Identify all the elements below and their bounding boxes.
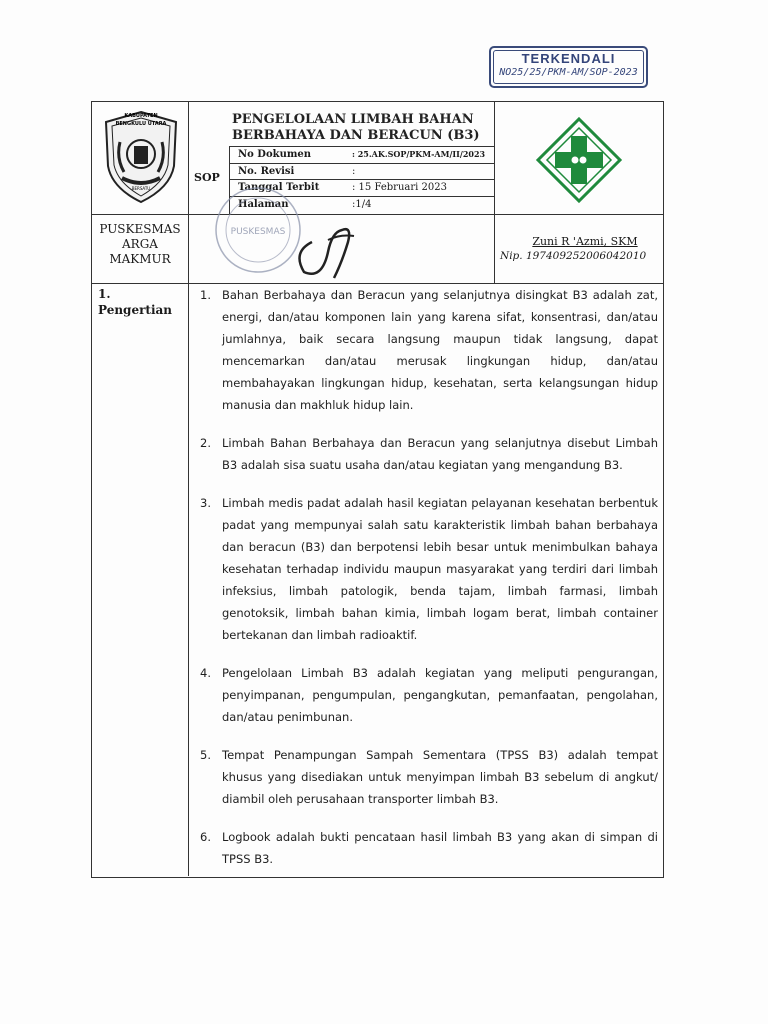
regency-logo	[98, 108, 184, 206]
list-item	[196, 826, 658, 870]
list-item	[196, 744, 658, 810]
document-title: PENGELOLAAN LIMBAH BAHAN BERBAHAYA DAN BERACUN (B3)	[232, 112, 480, 143]
info-value: :	[352, 166, 356, 177]
item-number: 5.	[200, 748, 211, 762]
list-item	[196, 492, 658, 646]
item-number: 6.	[200, 830, 211, 844]
item-text: Bahan Berbahaya dan Beracun yang selanjutnya disingkat B3 adalah zat, energi, dan/atau komponen lain yang karena sifat, konsentrasi, dan/atau jumlahnya, baik secara langsung maupun tidak langsung, dapat mencemarkan dan/atau merusak lingkungan hidup, dan/atau membahayakan lingkungan hidup, kesehatan, serta kelangsungan hidup manusia dan makhluk hidup lain.	[222, 288, 658, 412]
item-number: 3.	[200, 496, 211, 510]
item-number: 1.	[200, 288, 211, 302]
signer-name: Zuni R 'Azmi, SKM	[532, 235, 638, 248]
item-text: Logbook adalah bukti pencataan hasil limbah B3 yang akan di simpan di TPSS B3.	[222, 830, 658, 866]
organization-name: PUSKESMAS ARGA MAKMUR	[99, 222, 181, 266]
list-item	[196, 662, 658, 728]
list-item	[196, 432, 658, 476]
svg-text:KABUPATEN: KABUPATEN	[124, 113, 158, 119]
signature	[282, 212, 362, 282]
section-label: 1. Pengertian	[98, 287, 173, 317]
info-row-revision	[232, 166, 494, 179]
definition-list	[196, 284, 658, 886]
sop-body-table	[91, 284, 664, 878]
controlled-stamp	[489, 46, 648, 88]
item-text: Limbah Bahan Berbahaya dan Beracun yang selanjutnya disebut Limbah B3 adalah sisa suatu usaha dan/atau kegiatan yang mengandung B3.	[222, 436, 658, 472]
signer-nip: Nip. 197409252006042010	[500, 250, 647, 262]
info-key: Halaman	[238, 199, 289, 210]
puskesmas-cross-logo	[535, 116, 623, 204]
item-text: Tempat Penampungan Sampah Sementara (TPSS B3) adalah tempat khusus yang disediakan untuk menyimpan limbah B3 sebelum di angkut/ diambil oleh perusahaan transporter limbah B3.	[222, 748, 658, 806]
list-item	[196, 284, 658, 416]
sop-label: SOP	[194, 171, 220, 184]
item-text: Pengelolaan Limbah B3 adalah kegiatan yang meliputi pengurangan, penyimpanan, pengumpulan, pengangkutan, pemanfaatan, pengolahan, dan/atau penimbunan.	[222, 666, 658, 724]
item-number: 2.	[200, 436, 211, 450]
svg-text:BERSATU: BERSATU	[131, 186, 151, 191]
info-key: No Dokumen	[238, 149, 312, 160]
round-stamp-text: PUSKESMAS	[230, 227, 286, 237]
info-value: :1/4	[352, 199, 372, 210]
info-value: : 25.AK.SOP/PKM-AM/II/2023	[352, 149, 486, 159]
stamp-line2: NO25/25/PKM-AM/SOP-2023	[499, 67, 638, 78]
info-row-doc-number	[232, 149, 494, 162]
item-text: Limbah medis padat adalah hasil kegiatan pelayanan kesehatan berbentuk padat yang mempunyai salah satu karakteristik limbah bahan berbahaya dan beracun (B3) dan berpotensi lebih besar untuk menimbulkan bahaya kesehatan terhadap individu maupun masyarakat yang terdiri dari limbah infeksius, limbah patologik, benda tajam, limbah farmasi, limbah genotoksik, limbah bahan kimia, limbah logam berat, limbah container bertekanan dan limbah radioaktif.	[222, 496, 658, 642]
info-key: Tanggal Terbit	[238, 182, 320, 193]
stamp-line1: TERKENDALI	[521, 51, 616, 66]
info-value: : 15 Februari 2023	[352, 182, 447, 193]
sop-header-table	[91, 101, 664, 284]
svg-text:BENGKULU UTARA: BENGKULU UTARA	[115, 121, 167, 127]
info-key: No. Revisi	[238, 166, 295, 177]
item-number: 4.	[200, 666, 211, 680]
